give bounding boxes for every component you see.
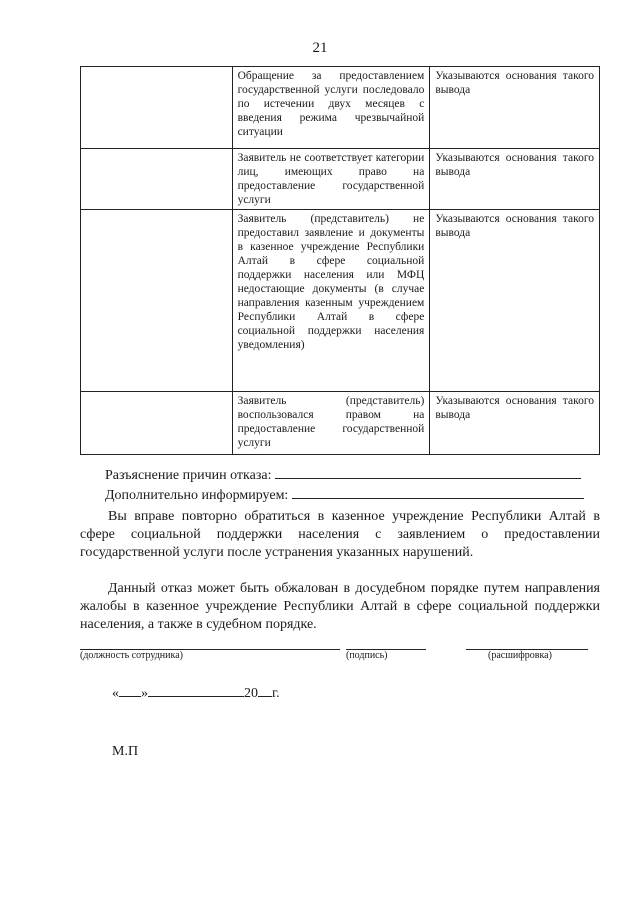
- table-cell-note: [430, 210, 600, 392]
- table-row: [81, 149, 600, 210]
- refusal-reasons-blank: [275, 466, 581, 479]
- note-text: Указываются основания такого вывода: [435, 70, 594, 96]
- decode-label: (расшифровка): [488, 650, 552, 661]
- position-label: (должность сотрудника): [80, 650, 183, 661]
- note-text: Указываются основания такого вывода: [435, 395, 594, 421]
- reason-text: Обращение за предоставлением государственной услуги последовало по истечении двух месяцев с введения режима чрезвычайной ситуации: [237, 70, 425, 138]
- table-cell-reason: [232, 149, 430, 210]
- month-blank: [148, 684, 244, 697]
- refusal-reasons-label: Разъяснение причин отказа:: [105, 468, 272, 483]
- table-cell-note: [430, 392, 600, 455]
- table-cell-empty: [81, 149, 233, 210]
- additional-info-field: [105, 486, 584, 504]
- table-row: [81, 210, 600, 392]
- appeal-paragraph: Данный отказ может быть обжалован в досудебном порядке путем направления жалобы в казенное учреждение Республики Алтай в сфере социальной поддержки населения, а также в судебном порядке.: [80, 581, 600, 632]
- reason-text: Заявитель (представитель) воспользовался правом на предоставление государственной услуги: [237, 395, 425, 449]
- reason-text: Заявитель не соответствует категории лиц, имеющих право на предоставление государственной услуги: [237, 152, 425, 206]
- reapply-paragraph: Вы вправе повторно обратиться в казенное учреждение Республики Алтай в сфере социальной поддержки населения с заявлением о предоставлении государственной услуги после устранения указанных нарушений.: [80, 509, 600, 560]
- refusal-reasons-field: [105, 466, 581, 484]
- table-row: [81, 67, 600, 149]
- additional-info-label: Дополнительно информируем:: [105, 488, 289, 503]
- stamp-label: М.П: [112, 744, 139, 759]
- date-close-quote: »: [141, 686, 148, 701]
- refusal-reasons-table: [80, 66, 600, 455]
- year-suffix: г.: [272, 686, 280, 701]
- date-open-quote: «: [112, 686, 119, 701]
- table-cell-empty: [81, 392, 233, 455]
- sign-label: (подпись): [346, 650, 388, 661]
- table-cell-reason: [232, 392, 430, 455]
- note-text: Указываются основания такого вывода: [435, 213, 594, 239]
- table-cell-reason: [232, 210, 430, 392]
- year-prefix: 20: [244, 686, 258, 701]
- year-blank: [258, 684, 272, 697]
- note-text: Указываются основания такого вывода: [435, 152, 594, 178]
- date-line: [112, 684, 280, 702]
- table-cell-empty: [81, 67, 233, 149]
- day-blank: [119, 684, 141, 697]
- reason-text: Заявитель (представитель) не предоставил заявление и документы в казенное учреждение Республики Алтай в сфере социальной поддержки населения или МФЦ недостающие документы (в случае направления казенным учреждением Республики Алтай в сфере социальной поддержки населения уведомления): [237, 213, 425, 351]
- table-cell-note: [430, 149, 600, 210]
- additional-info-blank: [292, 486, 584, 499]
- table-row: [81, 392, 600, 455]
- table-cell-reason: [232, 67, 430, 149]
- table-cell-empty: [81, 210, 233, 392]
- page-number: 21: [312, 40, 328, 56]
- table-cell-note: [430, 67, 600, 149]
